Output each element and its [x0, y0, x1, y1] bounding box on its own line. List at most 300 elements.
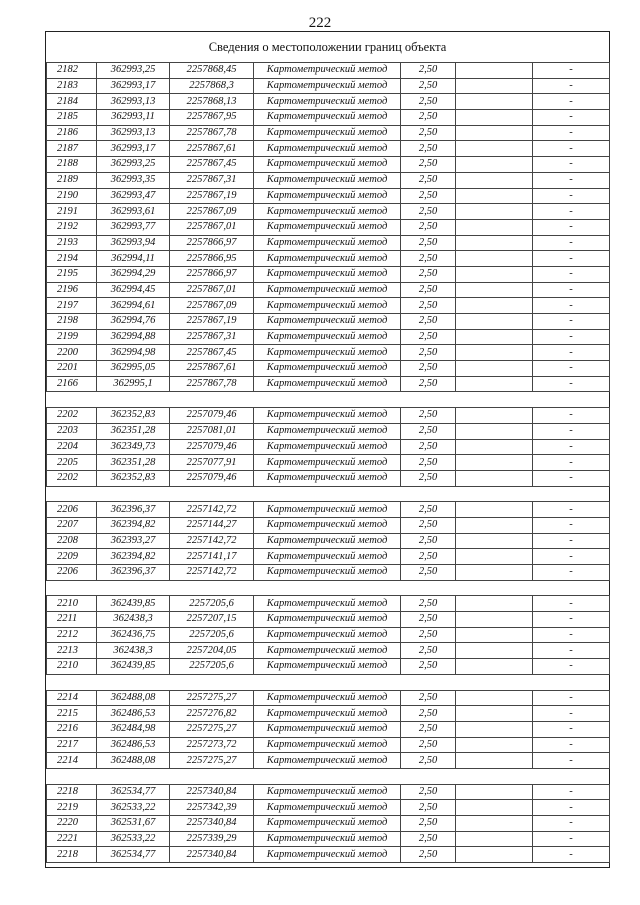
empty-cell — [456, 204, 533, 220]
dash-cell: - — [533, 314, 610, 330]
point-id-cell: 2186 — [47, 125, 97, 141]
method-cell: Картометрический метод — [254, 157, 401, 173]
method-cell: Картометрический метод — [254, 737, 401, 753]
point-id-cell: 2195 — [47, 266, 97, 282]
x-coordinate-cell: 362994,98 — [97, 345, 170, 361]
dash-cell: - — [533, 298, 610, 314]
point-id-cell: 2185 — [47, 110, 97, 126]
empty-cell — [456, 235, 533, 251]
table-row — [47, 627, 610, 643]
empty-cell — [456, 423, 533, 439]
table-row — [47, 235, 610, 251]
method-cell: Картометрический метод — [254, 847, 401, 863]
table-row — [47, 172, 610, 188]
point-id-cell: 2216 — [47, 721, 97, 737]
empty-cell — [456, 533, 533, 549]
x-coordinate-cell: 362533,22 — [97, 831, 170, 847]
dash-cell: - — [533, 408, 610, 424]
separator-cell — [47, 674, 610, 690]
point-id-cell: 2217 — [47, 737, 97, 753]
table-row — [47, 596, 610, 612]
dash-cell: - — [533, 706, 610, 722]
point-id-cell: 2202 — [47, 408, 97, 424]
x-coordinate-cell: 362352,83 — [97, 408, 170, 424]
empty-cell — [456, 329, 533, 345]
table-row — [47, 423, 610, 439]
accuracy-cell: 2,50 — [401, 549, 456, 565]
empty-cell — [456, 266, 533, 282]
method-cell: Картометрический метод — [254, 816, 401, 832]
x-coordinate-cell: 362994,76 — [97, 314, 170, 330]
point-id-cell: 2182 — [47, 63, 97, 79]
y-coordinate-cell: 2257867,78 — [170, 125, 254, 141]
method-cell: Картометрический метод — [254, 266, 401, 282]
x-coordinate-cell: 362993,47 — [97, 188, 170, 204]
empty-cell — [456, 188, 533, 204]
accuracy-cell: 2,50 — [401, 345, 456, 361]
y-coordinate-cell: 2257340,84 — [170, 816, 254, 832]
point-id-cell: 2194 — [47, 251, 97, 267]
empty-cell — [456, 298, 533, 314]
dash-cell: - — [533, 110, 610, 126]
dash-cell: - — [533, 125, 610, 141]
x-coordinate-cell: 362993,17 — [97, 141, 170, 157]
method-cell: Картометрический метод — [254, 251, 401, 267]
dash-cell: - — [533, 533, 610, 549]
accuracy-cell: 2,50 — [401, 78, 456, 94]
dash-cell: - — [533, 282, 610, 298]
empty-cell — [456, 502, 533, 518]
point-id-cell: 2199 — [47, 329, 97, 345]
x-coordinate-cell: 362994,45 — [97, 282, 170, 298]
method-cell: Картометрический метод — [254, 345, 401, 361]
table-row — [47, 753, 610, 769]
dash-cell: - — [533, 376, 610, 392]
dash-cell: - — [533, 549, 610, 565]
point-id-cell: 2212 — [47, 627, 97, 643]
point-id-cell: 2206 — [47, 502, 97, 518]
empty-cell — [456, 345, 533, 361]
y-coordinate-cell: 2257866,97 — [170, 266, 254, 282]
empty-cell — [456, 737, 533, 753]
method-cell: Картометрический метод — [254, 408, 401, 424]
accuracy-cell: 2,50 — [401, 439, 456, 455]
x-coordinate-cell: 362396,37 — [97, 565, 170, 581]
y-coordinate-cell: 2257340,84 — [170, 784, 254, 800]
point-id-cell: 2206 — [47, 565, 97, 581]
accuracy-cell: 2,50 — [401, 643, 456, 659]
dash-cell: - — [533, 204, 610, 220]
y-coordinate-cell: 2257868,3 — [170, 78, 254, 94]
accuracy-cell: 2,50 — [401, 188, 456, 204]
x-coordinate-cell: 362486,53 — [97, 706, 170, 722]
table-row — [47, 408, 610, 424]
method-cell: Картометрический метод — [254, 659, 401, 675]
point-id-cell: 2198 — [47, 314, 97, 330]
group-separator — [47, 580, 610, 596]
accuracy-cell: 2,50 — [401, 800, 456, 816]
y-coordinate-cell: 2257867,09 — [170, 204, 254, 220]
dash-cell: - — [533, 596, 610, 612]
point-id-cell: 2210 — [47, 596, 97, 612]
point-id-cell: 2193 — [47, 235, 97, 251]
y-coordinate-cell: 2257867,61 — [170, 141, 254, 157]
y-coordinate-cell: 2257079,46 — [170, 439, 254, 455]
method-cell: Картометрический метод — [254, 706, 401, 722]
accuracy-cell: 2,50 — [401, 172, 456, 188]
table-row — [47, 643, 610, 659]
point-id-cell: 2207 — [47, 517, 97, 533]
point-id-cell: 2190 — [47, 188, 97, 204]
empty-cell — [456, 847, 533, 863]
table-row — [47, 502, 610, 518]
y-coordinate-cell: 2257867,61 — [170, 361, 254, 377]
table-row — [47, 533, 610, 549]
dash-cell: - — [533, 502, 610, 518]
dash-cell: - — [533, 659, 610, 675]
method-cell: Картометрический метод — [254, 298, 401, 314]
x-coordinate-cell: 362438,3 — [97, 612, 170, 628]
x-coordinate-cell: 362394,82 — [97, 549, 170, 565]
empty-cell — [456, 816, 533, 832]
x-coordinate-cell: 362531,67 — [97, 816, 170, 832]
y-coordinate-cell: 2257205,6 — [170, 659, 254, 675]
empty-cell — [456, 376, 533, 392]
dash-cell: - — [533, 63, 610, 79]
dash-cell: - — [533, 565, 610, 581]
empty-cell — [456, 706, 533, 722]
empty-cell — [456, 172, 533, 188]
x-coordinate-cell: 362534,77 — [97, 784, 170, 800]
accuracy-cell: 2,50 — [401, 737, 456, 753]
x-coordinate-cell: 362993,61 — [97, 204, 170, 220]
x-coordinate-cell: 362349,73 — [97, 439, 170, 455]
y-coordinate-cell: 2257868,45 — [170, 63, 254, 79]
accuracy-cell: 2,50 — [401, 565, 456, 581]
point-id-cell: 2208 — [47, 533, 97, 549]
method-cell: Картометрический метод — [254, 376, 401, 392]
y-coordinate-cell: 2257866,97 — [170, 235, 254, 251]
empty-cell — [456, 549, 533, 565]
table-row — [47, 470, 610, 486]
point-id-cell: 2184 — [47, 94, 97, 110]
method-cell: Картометрический метод — [254, 314, 401, 330]
empty-cell — [456, 439, 533, 455]
x-coordinate-cell: 362439,85 — [97, 659, 170, 675]
method-cell: Картометрический метод — [254, 627, 401, 643]
accuracy-cell: 2,50 — [401, 219, 456, 235]
method-cell: Картометрический метод — [254, 78, 401, 94]
y-coordinate-cell: 2257867,78 — [170, 376, 254, 392]
y-coordinate-cell: 2257867,31 — [170, 329, 254, 345]
point-id-cell: 2197 — [47, 298, 97, 314]
table-row — [47, 455, 610, 471]
method-cell: Картометрический метод — [254, 94, 401, 110]
point-id-cell: 2218 — [47, 784, 97, 800]
group-separator — [47, 392, 610, 408]
y-coordinate-cell: 2257342,39 — [170, 800, 254, 816]
y-coordinate-cell: 2257205,6 — [170, 596, 254, 612]
empty-cell — [456, 721, 533, 737]
dash-cell: - — [533, 737, 610, 753]
y-coordinate-cell: 2257077,91 — [170, 455, 254, 471]
empty-cell — [456, 470, 533, 486]
table-row — [47, 706, 610, 722]
y-coordinate-cell: 2257141,17 — [170, 549, 254, 565]
accuracy-cell: 2,50 — [401, 847, 456, 863]
table-row — [47, 565, 610, 581]
y-coordinate-cell: 2257867,19 — [170, 314, 254, 330]
y-coordinate-cell: 2257207,15 — [170, 612, 254, 628]
method-cell: Картометрический метод — [254, 643, 401, 659]
accuracy-cell: 2,50 — [401, 157, 456, 173]
table-row — [47, 298, 610, 314]
table-row — [47, 800, 610, 816]
method-cell: Картометрический метод — [254, 455, 401, 471]
empty-cell — [456, 219, 533, 235]
dash-cell: - — [533, 784, 610, 800]
dash-cell: - — [533, 455, 610, 471]
point-id-cell: 2189 — [47, 172, 97, 188]
dash-cell: - — [533, 816, 610, 832]
table-row — [47, 361, 610, 377]
y-coordinate-cell: 2257276,82 — [170, 706, 254, 722]
method-cell: Картометрический метод — [254, 502, 401, 518]
x-coordinate-cell: 362994,61 — [97, 298, 170, 314]
table-row — [47, 659, 610, 675]
x-coordinate-cell: 362995,05 — [97, 361, 170, 377]
method-cell: Картометрический метод — [254, 565, 401, 581]
accuracy-cell: 2,50 — [401, 125, 456, 141]
accuracy-cell: 2,50 — [401, 659, 456, 675]
y-coordinate-cell: 2257144,27 — [170, 517, 254, 533]
empty-cell — [456, 659, 533, 675]
x-coordinate-cell: 362534,77 — [97, 847, 170, 863]
point-id-cell: 2166 — [47, 376, 97, 392]
y-coordinate-cell: 2257867,95 — [170, 110, 254, 126]
group-separator — [47, 674, 610, 690]
table-row — [47, 282, 610, 298]
empty-cell — [456, 63, 533, 79]
empty-cell — [456, 251, 533, 267]
dash-cell: - — [533, 266, 610, 282]
boundary-table — [46, 62, 610, 863]
table-row — [47, 314, 610, 330]
method-cell: Картометрический метод — [254, 439, 401, 455]
x-coordinate-cell: 362993,77 — [97, 219, 170, 235]
point-id-cell: 2209 — [47, 549, 97, 565]
method-cell: Картометрический метод — [254, 172, 401, 188]
method-cell: Картометрический метод — [254, 784, 401, 800]
empty-cell — [456, 800, 533, 816]
accuracy-cell: 2,50 — [401, 298, 456, 314]
table-row — [47, 737, 610, 753]
empty-cell — [456, 612, 533, 628]
y-coordinate-cell: 2257273,72 — [170, 737, 254, 753]
dash-cell: - — [533, 361, 610, 377]
accuracy-cell: 2,50 — [401, 784, 456, 800]
point-id-cell: 2196 — [47, 282, 97, 298]
y-coordinate-cell: 2257339,29 — [170, 831, 254, 847]
y-coordinate-cell: 2257205,6 — [170, 627, 254, 643]
y-coordinate-cell: 2257866,95 — [170, 251, 254, 267]
table-row — [47, 690, 610, 706]
method-cell: Картометрический метод — [254, 831, 401, 847]
empty-cell — [456, 110, 533, 126]
y-coordinate-cell: 2257275,27 — [170, 753, 254, 769]
table-row — [47, 204, 610, 220]
method-cell: Картометрический метод — [254, 800, 401, 816]
x-coordinate-cell: 362993,17 — [97, 78, 170, 94]
empty-cell — [456, 125, 533, 141]
accuracy-cell: 2,50 — [401, 314, 456, 330]
accuracy-cell: 2,50 — [401, 753, 456, 769]
method-cell: Картометрический метод — [254, 219, 401, 235]
separator-cell — [47, 768, 610, 784]
x-coordinate-cell: 362533,22 — [97, 800, 170, 816]
accuracy-cell: 2,50 — [401, 266, 456, 282]
method-cell: Картометрический метод — [254, 110, 401, 126]
x-coordinate-cell: 362351,28 — [97, 455, 170, 471]
point-id-cell: 2205 — [47, 455, 97, 471]
method-cell: Картометрический метод — [254, 470, 401, 486]
point-id-cell: 2201 — [47, 361, 97, 377]
x-coordinate-cell: 362351,28 — [97, 423, 170, 439]
point-id-cell: 2214 — [47, 753, 97, 769]
y-coordinate-cell: 2257867,31 — [170, 172, 254, 188]
dash-cell: - — [533, 439, 610, 455]
dash-cell: - — [533, 721, 610, 737]
x-coordinate-cell: 362993,94 — [97, 235, 170, 251]
dash-cell: - — [533, 612, 610, 628]
empty-cell — [456, 784, 533, 800]
y-coordinate-cell: 2257142,72 — [170, 565, 254, 581]
table-row — [47, 831, 610, 847]
dash-cell: - — [533, 690, 610, 706]
dash-cell: - — [533, 157, 610, 173]
accuracy-cell: 2,50 — [401, 94, 456, 110]
y-coordinate-cell: 2257867,01 — [170, 219, 254, 235]
dash-cell: - — [533, 753, 610, 769]
method-cell: Картометрический метод — [254, 329, 401, 345]
table-row — [47, 816, 610, 832]
x-coordinate-cell: 362352,83 — [97, 470, 170, 486]
point-id-cell: 2203 — [47, 423, 97, 439]
x-coordinate-cell: 362993,25 — [97, 63, 170, 79]
point-id-cell: 2220 — [47, 816, 97, 832]
table-body — [47, 63, 610, 863]
accuracy-cell: 2,50 — [401, 612, 456, 628]
x-coordinate-cell: 362436,75 — [97, 627, 170, 643]
empty-cell — [456, 78, 533, 94]
point-id-cell: 2218 — [47, 847, 97, 863]
table-row — [47, 439, 610, 455]
empty-cell — [456, 831, 533, 847]
x-coordinate-cell: 362393,27 — [97, 533, 170, 549]
accuracy-cell: 2,50 — [401, 204, 456, 220]
empty-cell — [456, 565, 533, 581]
accuracy-cell: 2,50 — [401, 63, 456, 79]
x-coordinate-cell: 362396,37 — [97, 502, 170, 518]
y-coordinate-cell: 2257867,45 — [170, 345, 254, 361]
x-coordinate-cell: 362993,11 — [97, 110, 170, 126]
y-coordinate-cell: 2257867,45 — [170, 157, 254, 173]
x-coordinate-cell: 362993,13 — [97, 94, 170, 110]
x-coordinate-cell: 362993,35 — [97, 172, 170, 188]
method-cell: Картометрический метод — [254, 517, 401, 533]
table-row — [47, 345, 610, 361]
accuracy-cell: 2,50 — [401, 455, 456, 471]
x-coordinate-cell: 362488,08 — [97, 690, 170, 706]
dash-cell: - — [533, 78, 610, 94]
empty-cell — [456, 282, 533, 298]
y-coordinate-cell: 2257142,72 — [170, 533, 254, 549]
accuracy-cell: 2,50 — [401, 721, 456, 737]
dash-cell: - — [533, 219, 610, 235]
method-cell: Картометрический метод — [254, 612, 401, 628]
separator-cell — [47, 392, 610, 408]
table-row — [47, 188, 610, 204]
method-cell: Картометрический метод — [254, 753, 401, 769]
dash-cell: - — [533, 800, 610, 816]
table-row — [47, 141, 610, 157]
accuracy-cell: 2,50 — [401, 235, 456, 251]
dash-cell: - — [533, 251, 610, 267]
table-row — [47, 94, 610, 110]
empty-cell — [456, 141, 533, 157]
table-row — [47, 329, 610, 345]
y-coordinate-cell: 2257081,01 — [170, 423, 254, 439]
point-id-cell: 2183 — [47, 78, 97, 94]
accuracy-cell: 2,50 — [401, 690, 456, 706]
accuracy-cell: 2,50 — [401, 329, 456, 345]
accuracy-cell: 2,50 — [401, 361, 456, 377]
dash-cell: - — [533, 329, 610, 345]
method-cell: Картометрический метод — [254, 423, 401, 439]
empty-cell — [456, 643, 533, 659]
empty-cell — [456, 361, 533, 377]
method-cell: Картометрический метод — [254, 721, 401, 737]
x-coordinate-cell: 362438,3 — [97, 643, 170, 659]
point-id-cell: 2210 — [47, 659, 97, 675]
y-coordinate-cell: 2257868,13 — [170, 94, 254, 110]
point-id-cell: 2202 — [47, 470, 97, 486]
dash-cell: - — [533, 423, 610, 439]
point-id-cell: 2204 — [47, 439, 97, 455]
dash-cell: - — [533, 172, 610, 188]
empty-cell — [456, 627, 533, 643]
table-row — [47, 612, 610, 628]
empty-cell — [456, 596, 533, 612]
point-id-cell: 2187 — [47, 141, 97, 157]
x-coordinate-cell: 362488,08 — [97, 753, 170, 769]
empty-cell — [456, 753, 533, 769]
table-row — [47, 219, 610, 235]
accuracy-cell: 2,50 — [401, 423, 456, 439]
accuracy-cell: 2,50 — [401, 141, 456, 157]
method-cell: Картометрический метод — [254, 282, 401, 298]
accuracy-cell: 2,50 — [401, 110, 456, 126]
accuracy-cell: 2,50 — [401, 376, 456, 392]
method-cell: Картометрический метод — [254, 63, 401, 79]
table-row — [47, 517, 610, 533]
accuracy-cell: 2,50 — [401, 533, 456, 549]
table-row — [47, 549, 610, 565]
table-row — [47, 78, 610, 94]
empty-cell — [456, 94, 533, 110]
method-cell: Картометрический метод — [254, 188, 401, 204]
y-coordinate-cell: 2257079,46 — [170, 470, 254, 486]
